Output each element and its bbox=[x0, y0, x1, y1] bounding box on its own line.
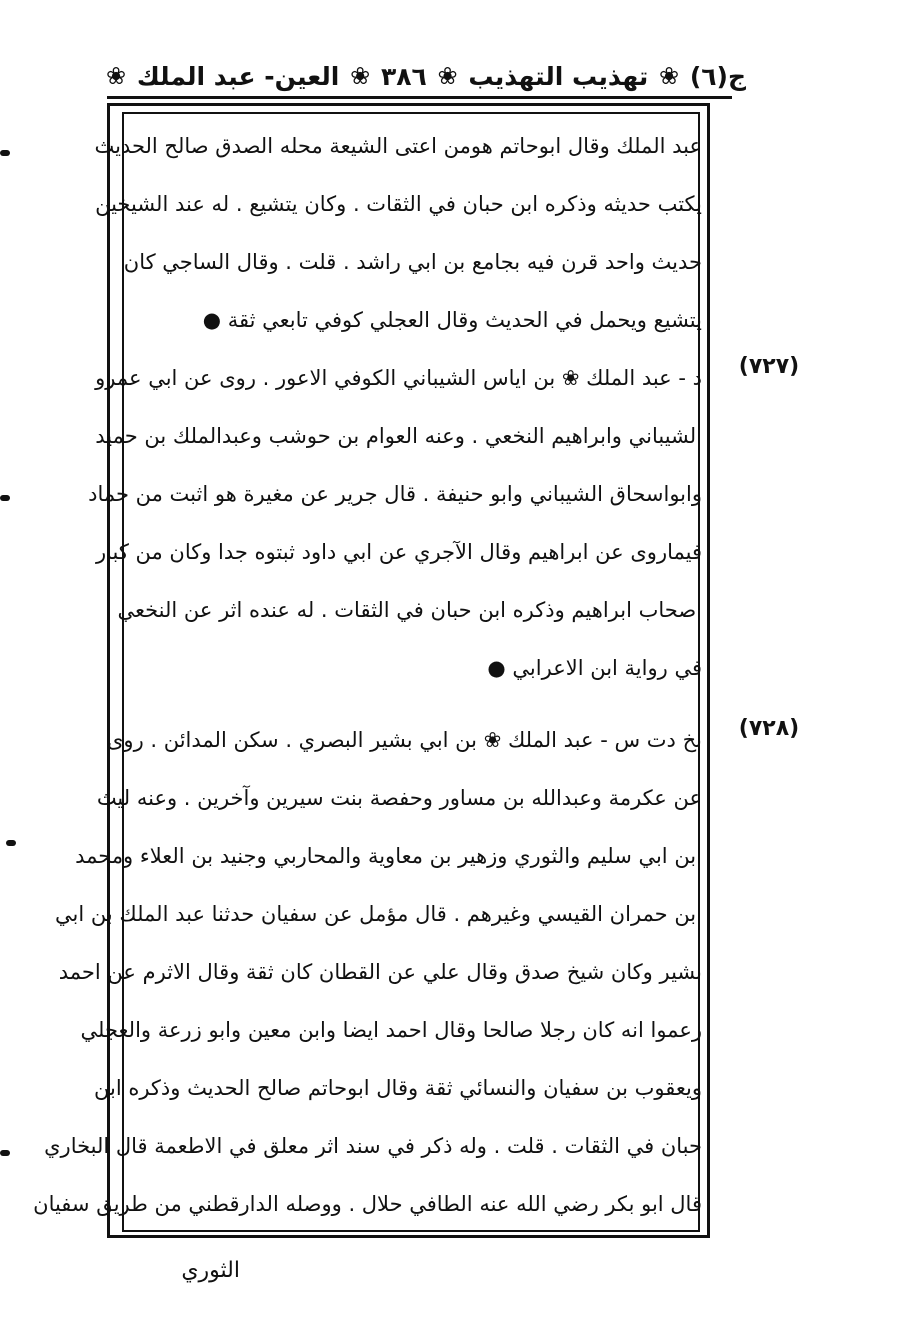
entry-number: (٧٢٧) bbox=[738, 354, 800, 379]
header-rule bbox=[107, 96, 732, 99]
text-line: قال ابو بكر رضي الله عنه الطافي حلال . ووصله الدارقطني من طريق سفيان bbox=[33, 1192, 702, 1216]
text-line: حبان في الثقات . قلت . وله ذكر في سند اثر معلق في الاطعمة قال البخاري bbox=[44, 1134, 702, 1158]
margin-mark bbox=[6, 840, 16, 846]
end-mark: ● bbox=[487, 656, 506, 680]
catchword: الثوري bbox=[181, 1258, 240, 1283]
text-line: بشير وكان شيخ صدق وقال علي عن القطان كان ثقة وقال الاثرم عن احمد bbox=[58, 960, 702, 984]
text-line: ويعقوب بن سفيان والنسائي ثقة وقال ابوحاتم صالح الحديث وذكره ابن bbox=[93, 1076, 702, 1100]
margin-mark bbox=[0, 1150, 10, 1156]
ornament-icon: ❀ bbox=[350, 62, 371, 90]
text-line: زعموا انه كان رجلا صالحا وقال احمد ايضا وابن معين وابو زرعة والعجلي bbox=[80, 1018, 702, 1042]
margin-mark bbox=[0, 150, 10, 156]
header-volume: ج(٦) bbox=[689, 61, 746, 91]
text-line bbox=[128, 292, 702, 348]
text-line: د - عبد الملك ❀ بن اياس الشيباني الكوفي الاعور . روى عن ابي عمرو bbox=[95, 366, 702, 390]
entry-number: (٧٢٨) bbox=[738, 716, 800, 741]
text-line bbox=[128, 640, 702, 696]
end-mark: ● bbox=[202, 308, 222, 332]
ornament-icon: ❀ bbox=[437, 62, 458, 90]
text-line: عبد الملك وقال ابوحاتم هومن اعتى الشيعة محله الصدق صالح الحديث bbox=[94, 134, 702, 158]
text-line: ابن ابي سليم والثوري وزهير بن معاوية والمحاربي وجنيد بن العلاء ومحمد bbox=[75, 844, 702, 868]
header-page-number: ٣٨٦ bbox=[380, 61, 427, 91]
ornament-icon: ❀ bbox=[106, 62, 127, 90]
text-line: ابن حمران القيسي وغيرهم . قال مؤمل عن سفيان حدثنا عبد الملك بن ابي bbox=[55, 902, 702, 926]
header-section: العين- عبد الملك bbox=[136, 61, 340, 91]
text-line: يكتب حديثه وذكره ابن حبان في الثقات . وكان يتشيع . له عند الشيخين bbox=[95, 192, 702, 216]
text-line: وابواسحاق الشيباني وابو حنيفة . قال جرير عن مغيرة هو اثبت من حماد bbox=[88, 482, 702, 506]
header-book-title: تهذيب التهذيب bbox=[468, 61, 649, 91]
text-line: حديث واحد قرن فيه بجامع بن ابي راشد . قلت . وقال الساجي كان bbox=[123, 250, 702, 274]
text-line: عن عكرمة وعبدالله بن مساور وحفصة بنت سيرين وآخرين . وعنه ليث bbox=[96, 786, 702, 810]
text-line: فيماروى عن ابراهيم وقال الآجري عن ابي داود ثبتوه جدا وكان من كبار bbox=[95, 540, 702, 564]
running-header bbox=[106, 58, 746, 94]
text-line-content: في رواية ابن الاعرابي bbox=[512, 656, 702, 680]
text-line: اصحاب ابراهيم وذكره ابن حبان في الثقات . له عنده اثر عن النخعي bbox=[117, 598, 702, 622]
text-line: الشيباني وابراهيم النخعي . وعنه العوام بن حوشب وعبدالملك بن حميد bbox=[95, 424, 702, 448]
ornament-icon: ❀ bbox=[658, 62, 680, 90]
text-line-content: يتشيع ويحمل في الحديث وقال العجلي كوفي تابعي ثقة bbox=[227, 308, 702, 332]
text-line: بخ دت س - عبد الملك ❀ بن ابي بشير البصري . سكن المدائن . روى bbox=[106, 728, 702, 752]
margin-mark bbox=[0, 495, 10, 501]
